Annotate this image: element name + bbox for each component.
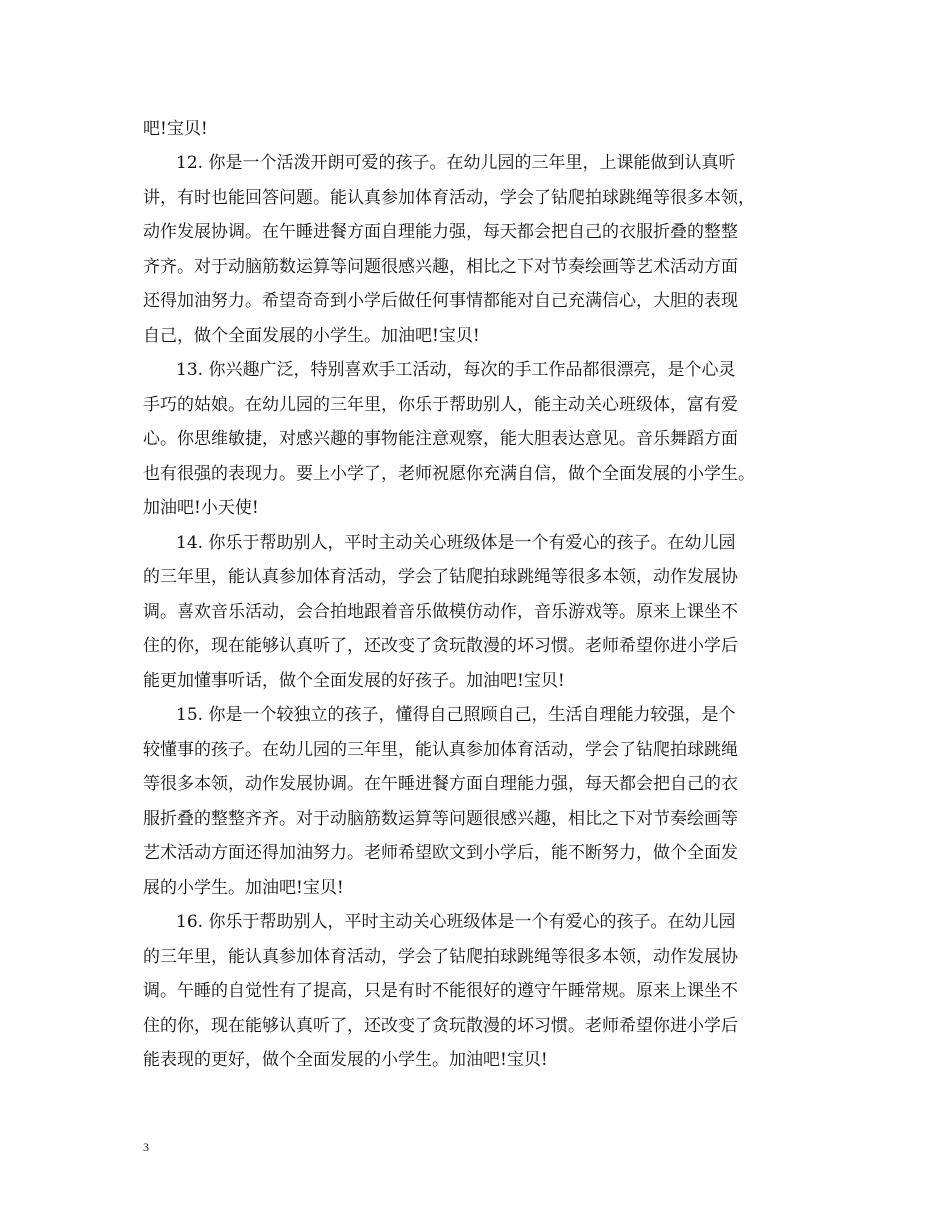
text-line: 讲，有时也能回答问题。能认真参加体育活动，学会了钻爬拍球跳绳等很多本领，: [143, 188, 755, 208]
text-line: 服折叠的整整齐齐。对于动脑筋数运算等问题很感兴趣，相比之下对节奏绘画等: [143, 809, 738, 829]
text-line: 较懂事的孩子。在幼儿园的三年里，能认真参加体育活动，学会了钻爬拍球跳绳: [143, 740, 738, 760]
text-line: 自己，做个全面发展的小学生。加油吧!宝贝!: [143, 326, 480, 346]
text-line: 等很多本领，动作发展协调。在午睡进餐方面自理能力强，每天都会把自己的衣: [143, 774, 738, 794]
text-line: 加油吧!小天使!: [143, 498, 259, 518]
text-line: 还得加油努力。希望奇奇到小学后做任何事情都能对自己充满信心，大胆的表现: [143, 291, 738, 311]
text-line: 住的你，现在能够认真听了，还改变了贪玩散漫的坏习惯。老师希望你进小学后: [143, 636, 738, 656]
text-line: 心。你思维敏捷，对感兴趣的事物能注意观察，能大胆表达意见。音乐舞蹈方面: [143, 429, 738, 449]
text-line: 手巧的姑娘。在幼儿园的三年里，你乐于帮助别人，能主动关心班级体，富有爱: [143, 395, 738, 415]
text-line: 也有很强的表现力。要上小学了，老师祝愿你充满自信，做个全面发展的小学生。: [143, 464, 755, 484]
text-line: 吧!宝贝!: [143, 119, 208, 139]
text-line: 的三年里，能认真参加体育活动，学会了钻爬拍球跳绳等很多本领，动作发展协: [143, 947, 738, 967]
text-line: 调。午睡的自觉性有了提高，只是有时不能很好的遵守午睡常规。原来上课坐不: [143, 981, 738, 1001]
text-line: 12. 你是一个活泼开朗可爱的孩子。在幼儿园的三年里，上课能做到认真听: [176, 153, 736, 173]
text-line: 能更加懂事听话，做个全面发展的好孩子。加油吧!宝贝!: [143, 671, 565, 691]
text-line: 齐齐。对于动脑筋数运算等问题很感兴趣，相比之下对节奏绘画等艺术活动方面: [143, 257, 738, 277]
text-line: 动作发展协调。在午睡进餐方面自理能力强，每天都会把自己的衣服折叠的整整: [143, 222, 738, 242]
text-line: 的三年里，能认真参加体育活动，学会了钻爬拍球跳绳等很多本领，动作发展协: [143, 567, 738, 587]
text-line: 16. 你乐于帮助别人，平时主动关心班级体是一个有爱心的孩子。在幼儿园: [176, 912, 736, 932]
text-line: 艺术活动方面还得加油努力。老师希望欧文到小学后，能不断努力，做个全面发: [143, 843, 738, 863]
text-line: 13. 你兴趣广泛，特别喜欢手工活动，每次的手工作品都很漂亮，是个心灵: [176, 360, 736, 380]
page-number: 3: [143, 1140, 149, 1154]
text-line: 住的你，现在能够认真听了，还改变了贪玩散漫的坏习惯。老师希望你进小学后: [143, 1016, 738, 1036]
text-line: 15. 你是一个较独立的孩子，懂得自己照顾自己，生活自理能力较强，是个: [176, 705, 736, 725]
text-line: 14. 你乐于帮助别人，平时主动关心班级体是一个有爱心的孩子。在幼儿园: [176, 533, 736, 553]
text-line: 调。喜欢音乐活动，会合拍地跟着音乐做模仿动作，音乐游戏等。原来上课坐不: [143, 602, 738, 622]
text-line: 能表现的更好，做个全面发展的小学生。加油吧!宝贝!: [143, 1050, 548, 1070]
text-line: 展的小学生。加油吧!宝贝!: [143, 878, 344, 898]
